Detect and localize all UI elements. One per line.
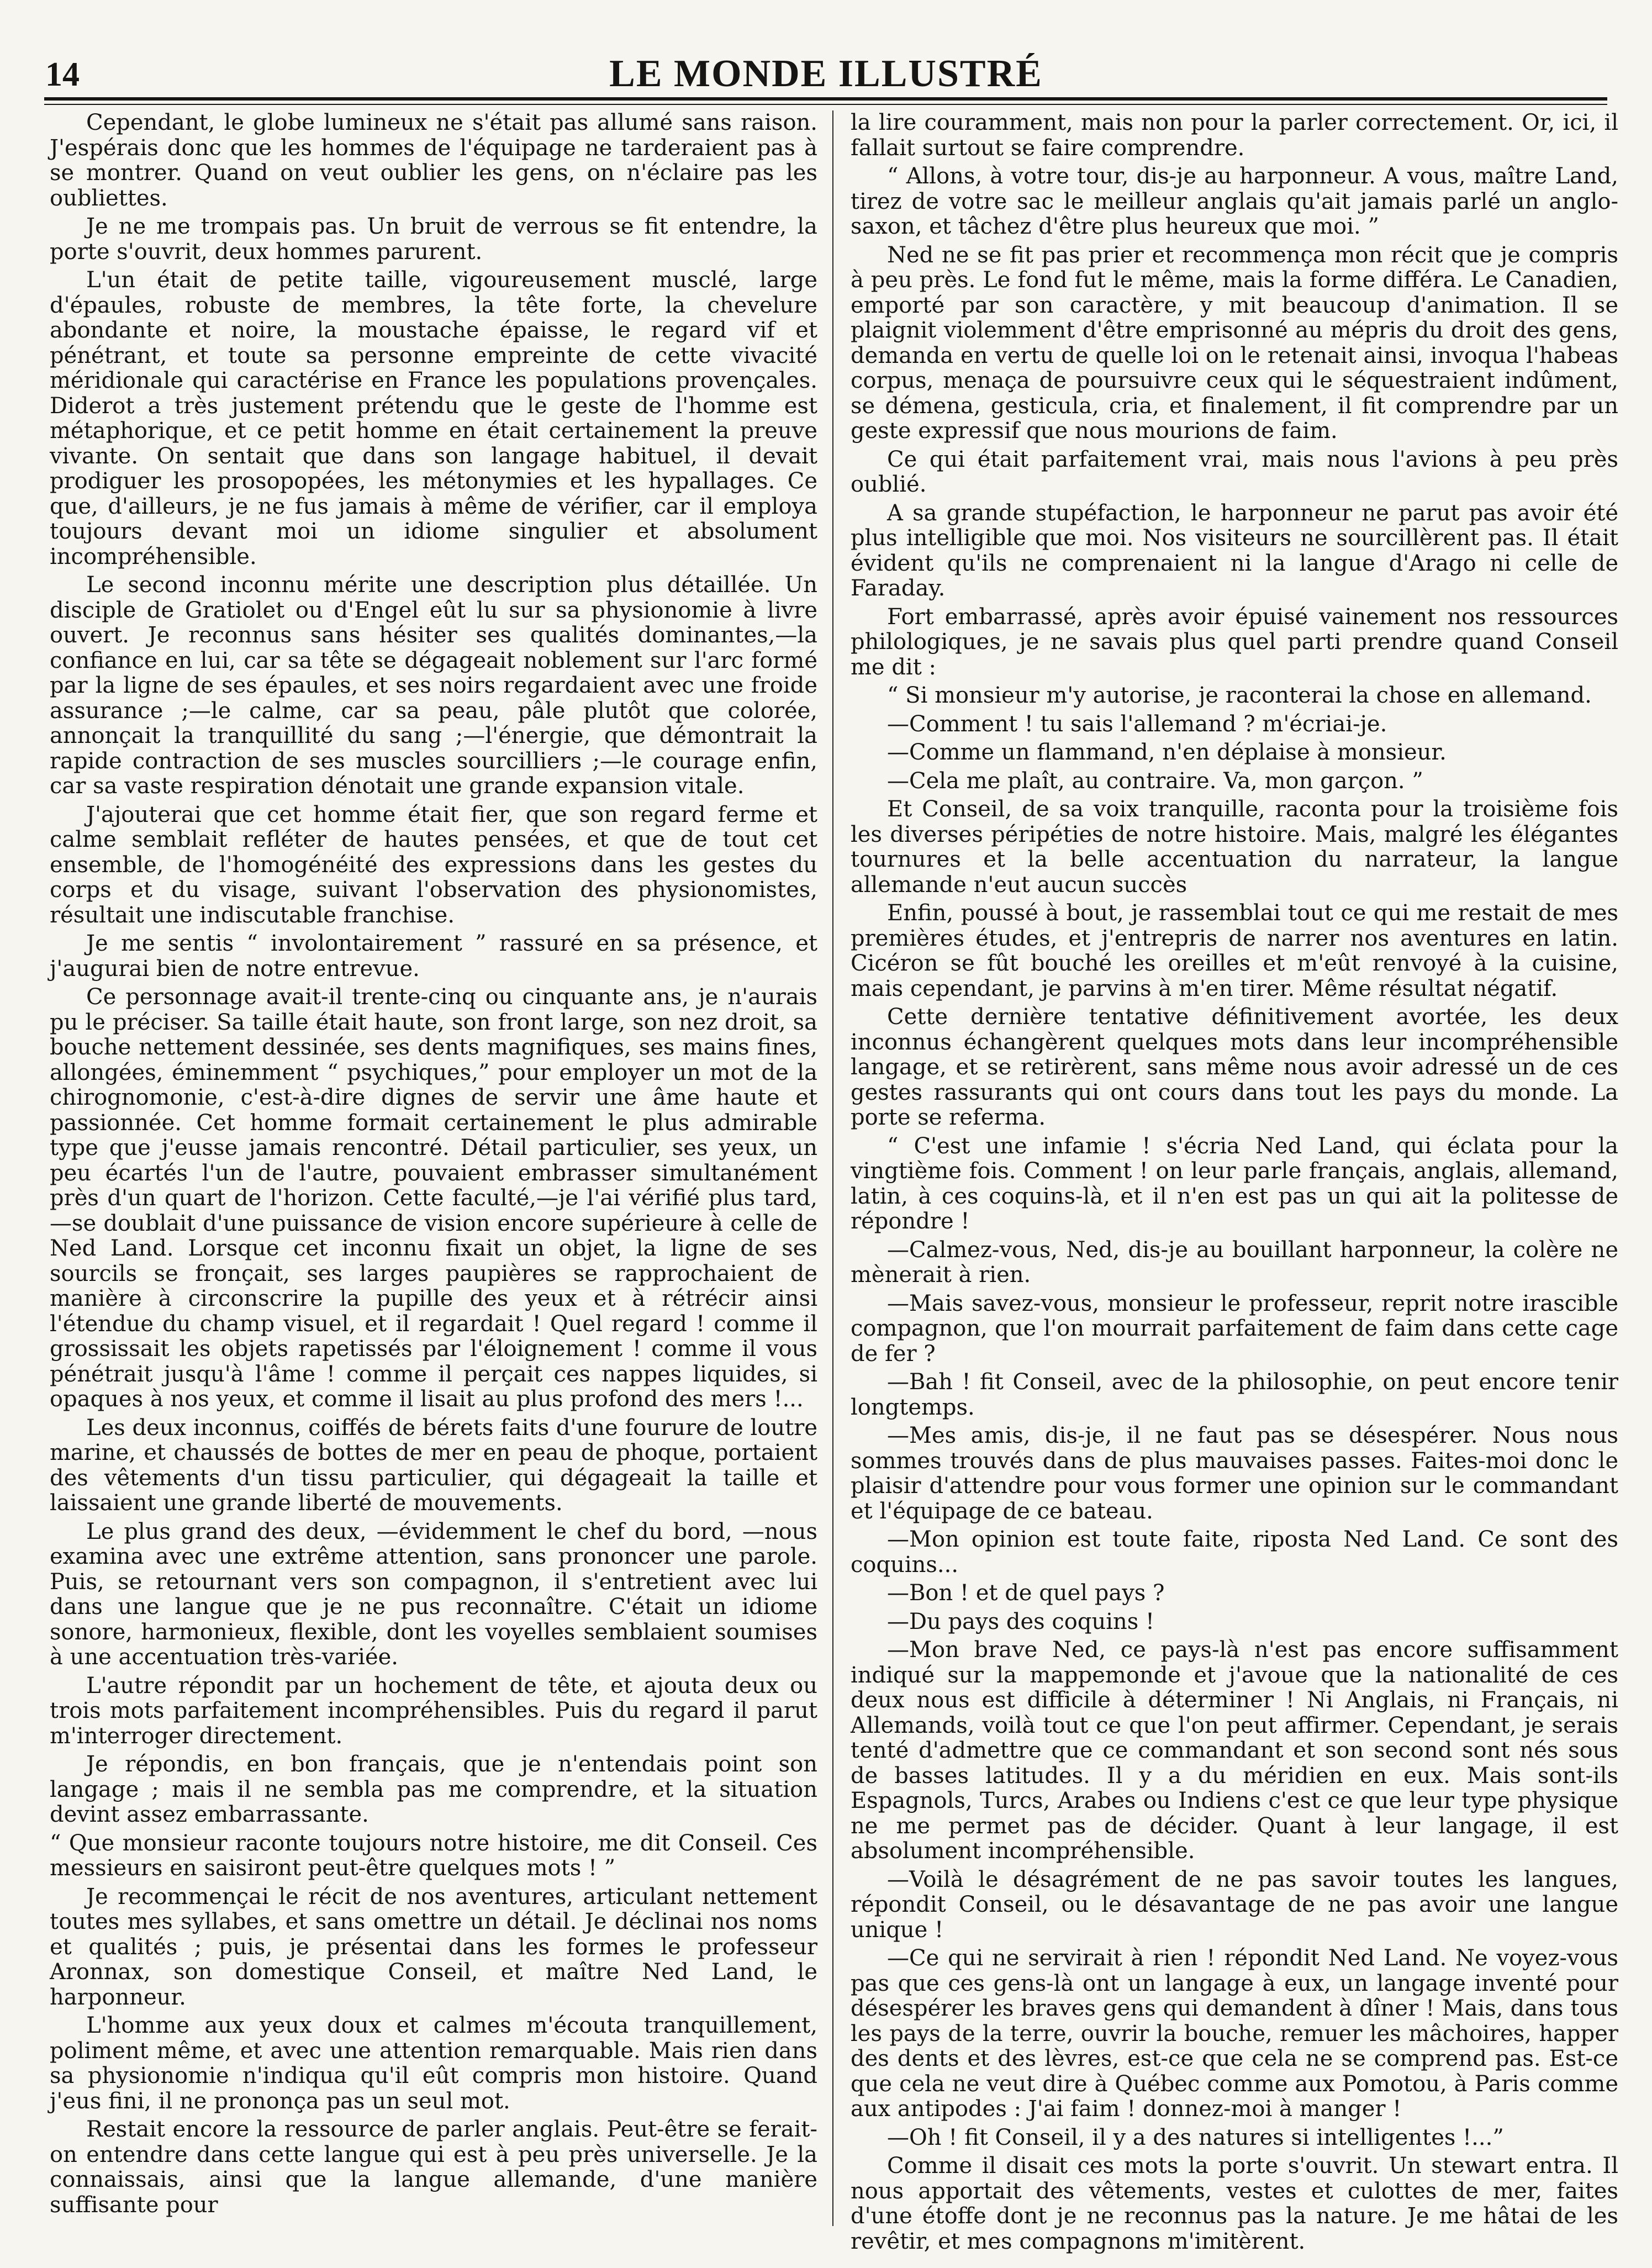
paragraph: Le second inconnu mérite une description plus détaillée. Un disciple de Gratiolet ou d'Engel eût lu sur sa physionomie à livre ouvert. Je reconnus sans hésiter ses qualités dominantes,—la confiance en lui, car sa tête se dégageait noblement sur l'arc formé par la ligne de ses épaules, et ses noirs regardaient avec une froide assurance ;—le calme, car sa peau, pâle plutôt que colorée, annonçait la tranquillité du sang ;—l'énergie, que démontrait la rapide contraction de ses muscles sourcilliers ;—le courage enfin, car sa vaste respiration dénotait une grande expansion vitale. [50, 572, 817, 799]
paragraph: Le plus grand des deux, —évidemment le chef du bord, —nous examina avec une extrême attention, sans prononcer une parole. Puis, se retournant vers son compagnon, il s'entretient avec lui dans une langue que je ne pus reconnaître. C'était un idiome sonore, harmonieux, flexible, dont les voyelles semblaient soumises à une accentuation très-variée. [50, 1518, 817, 1670]
paragraph: —Mais savez-vous, monsieur le professeur, reprit notre irascible compagnon, que l'on mourrait parfaitement de faim dans cette cage de fer ? [851, 1290, 1618, 1367]
paragraph: Je me sentis “ involontairement ” rassuré en sa présence, et j'augurai bien de notre entrevue. [50, 931, 817, 982]
left-text-column [50, 110, 817, 2232]
paragraph: —Comment ! tu sais l'allemand ? m'écriai-je. [887, 711, 1387, 737]
paragraph: —Cela me plaît, au contraire. Va, mon garçon. ” [887, 768, 1423, 794]
paragraph: “ Si monsieur m'y autorise, je raconterai la chose en allemand. [887, 683, 1592, 708]
paragraph: Comme il disait ces mots la porte s'ouvrit. Un stewart entra. Il nous apportait des vêtements, vestes et culottes de mer, faites d'une étoffe dont je ne reconnus pas la nature. Je me hâtai de les revêtir, et mes compagnons m'imitèrent. [851, 2153, 1618, 2254]
paragraph: —Mes amis, dis-je, il ne faut pas se désespérer. Nous nous sommes trouvés dans de plus mauvaises passes. Faites-moi donc le plaisir d'attendre pour vous former une opinion sur le commandant et l'équipage de ce bateau. [851, 1423, 1618, 1524]
paragraph: Les deux inconnus, coiffés de bérets faits d'une fourure de loutre marine, et chaussés de bottes de mer en peau de phoque, portaient des vêtements d'un tissu particulier, qui dégageait la taille et laissaient une grande liberté de mouvements. [50, 1415, 817, 1516]
paragraph: —Ce qui ne servirait à rien ! répondit Ned Land. Ne voyez-vous pas que ces gens-là ont un langage à eux, un langage inventé pour désespérer les braves gens qui demandent à dîner ! Mais, dans tous les pays de la terre, ouvrir la bouche, remuer les mâchoires, happer des dents et des lèvres, est-ce que cela ne se comprend pas. Est-ce que cela ne veut dire à Québec comme aux Pomotou, à Paris comme aux antipodes : J'ai faim ! donnez-moi à manger ! [851, 1945, 1618, 2122]
paragraph: —Bah ! fit Conseil, avec de la philosophie, on peut encore tenir longtemps. [851, 1369, 1618, 1420]
column-divider [832, 110, 833, 2226]
paragraph: —Comme un flammand, n'en déplaise à monsieur. [887, 740, 1447, 765]
page-number: 14 [45, 56, 80, 93]
paragraph: Cependant, le globe lumineux ne s'était pas allumé sans raison. J'espérais donc que les hommes de l'équipage ne tarderaient pas à se montrer. Quand on veut oublier les gens, on n'éclaire pas les oubliettes. [50, 110, 817, 211]
paragraph: Cette dernière tentative définitivement avortée, les deux inconnus échangèrent quelques mots dans leur incompréhensible langage, et se retirèrent, sans même nous avoir adressé un de ces gestes rassurants qui ont cours dans tout les pays du monde. La porte se referma. [851, 1004, 1618, 1130]
paragraph: Ce personnage avait-il trente-cinq ou cinquante ans, je n'aurais pu le préciser. Sa taille était haute, son front large, son nez droit, sa bouche nettement dessinée, ses dents magnifiques, ses mains fines, allongées, éminemment “ psychiques,” pour employer un mot de la chirognomonie, c'est-à-dire dignes de servir une âme haute et passionnée. Cet homme formait certainement le plus admirable type que j'eusse jamais rencontré. Détail particulier, ses yeux, un peu écartés l'un de l'autre, pouvaient embrasser simultanément près d'un quart de l'horizon. Cette faculté,—je l'ai vérifié plus tard,—se doublait d'une puissance de vision encore supérieure à celle de Ned Land. Lorsque cet inconnu fixait un objet, la ligne de ses sourcils se fronçait, ses larges paupières se rapprochaient de manière à circonscrire la pupille des yeux et à rétrécir ainsi l'étendue du champ visuel, et il regardait ! Quel regard ! comme il grossissait les objets rapetissés par l'éloignement ! comme il vous pénétrait jusqu'à l'âme ! comme il perçait ces nappes liquides, si opaques à nos yeux, et comme il lisait au plus profond des mers !... [50, 984, 817, 1412]
paragraph: Je ne me trompais pas. Un bruit de verrous se fit entendre, la porte s'ouvrit, deux hommes parurent. [50, 214, 817, 265]
paragraph: Je recommençai le récit de nos aventures, articulant nettement toutes mes syllabes, et sans omettre un détail. Je déclinai nos noms et qualités ; puis, je présentai dans les formes le professeur Aronnax, son domestique Conseil, et maître Ned Land, le harponneur. [50, 1884, 817, 2010]
paragraph: A sa grande stupéfaction, le harponneur ne parut pas avoir été plus intelligible que moi. Nos visiteurs ne sourcillèrent pas. Il était évident qu'ils ne comprenaient ni la langue d'Arago ni celle de Faraday. [851, 500, 1618, 601]
paragraph: —Du pays des coquins ! [887, 1608, 1155, 1634]
paragraph: “ Que monsieur raconte toujours notre histoire, me dit Conseil. Ces messieurs en saisiront peut-être quelques mots ! ” [50, 1830, 817, 1881]
paragraph: Fort embarrassé, après avoir épuisé vainement nos ressources philologiques, je ne savais plus quel parti prendre quand Conseil me dit : [851, 604, 1618, 680]
right-text-column [851, 110, 1618, 2254]
header-rule [44, 97, 1607, 101]
paragraph: —Oh ! fit Conseil, il y a des natures si intelligentes !...” [887, 2124, 1504, 2150]
paragraph: Et Conseil, de sa voix tranquille, raconta pour la troisième fois les diverses péripéties de notre histoire. Mais, malgré les élégantes tournures et la belle accentuation du narrateur, la langue allemande n'eut aucun succès [851, 797, 1618, 898]
paragraph: —Bon ! et de quel pays ? [887, 1580, 1165, 1606]
paragraph: “ C'est une infamie ! s'écria Ned Land, qui éclata pour la vingtième fois. Comment ! on leur parle français, anglais, allemand, latin, à ces coquins-là, et il n'en est pas un qui ait la politesse de répondre ! [851, 1133, 1618, 1234]
paragraph: Ce qui était parfaitement vrai, mais nous l'avions à peu près oublié. [851, 446, 1618, 497]
header-rule-thin [44, 104, 1607, 105]
paragraph: Je répondis, en bon français, que je n'entendais point son langage ; mais il ne sembla pas me comprendre, et la situation devint assez embarrassante. [50, 1752, 817, 1827]
paragraph: —Voilà le désagrément de ne pas savoir toutes les langues, répondit Conseil, ou le désavantage de ne pas avoir une langue unique ! [851, 1866, 1618, 1943]
paragraph: Enfin, poussé à bout, je rassemblai tout ce qui me restait de mes premières études, et j'entrepris de narrer nos aventures en latin. Cicéron se fût bouché les oreilles et m'eût renvoyé à la cuisine, mais cependant, je parvins à m'en tirer. Même résultat négatif. [851, 900, 1618, 1001]
paragraph: —Mon brave Ned, ce pays-là n'est pas encore suffisamment indiqué sur la mappemonde et j'avoue que la nationalité de ces deux nous est difficile à déterminer ! Ni Anglais, ni Français, ni Allemands, voilà tout ce que l'on peut affirmer. Cependant, je serais tenté d'admettre que ce commandant et son second sont nés sous de basses latitudes. Il y a du méridien en eux. Mais sont-ils Espagnols, Turcs, Arabes ou Indiens c'est ce que leur type physique ne me permet pas de décider. Quant à leur langage, il est absolument incompréhensible. [851, 1637, 1618, 1864]
paragraph: L'autre répondit par un hochement de tête, et ajouta deux ou trois mots parfaitement incompréhensibles. Puis du regard il parut m'interroger directement. [50, 1673, 817, 1749]
paragraph: Restait encore la ressource de parler anglais. Peut-être se ferait-on entendre dans cette langue qui est à peu près universelle. Je la connaissais, ainsi que la langue allemande, d'une manière suffisante pour [50, 2117, 817, 2218]
paragraph: —Calmez-vous, Ned, dis-je au bouillant harponneur, la colère ne mènerait à rien. [851, 1237, 1618, 1288]
paragraph: Ned ne se fit pas prier et recommença mon récit que je compris à peu près. Le fond fut le même, mais la forme différa. Le Canadien, emporté par son caractère, y mit beaucoup d'animation. Il se plaignit violemment d'être emprisonné au mépris du droit des gens, demanda en vertu de quelle loi on le retenait ainsi, invoqua l'habeas corpus, menaça de poursuivre ceux qui le séquestraient indûment, se démena, gesticula, cria, et finalement, il fit comprendre par un geste expressif que nous mourions de faim. [851, 242, 1618, 444]
paragraph: “ Allons, à votre tour, dis-je au harponneur. A vous, maître Land, tirez de votre sac le meilleur anglais qu'ait jamais parlé un anglo-saxon, et tâchez d'être plus heureux que moi. ” [851, 163, 1618, 239]
paragraph: L'homme aux yeux doux et calmes m'écouta tranquillement, poliment même, et avec une attention remarquable. Mais rien dans sa physionomie n'indiqua qu'il eût compris mon histoire. Quand j'eus fini, il ne prononça pas un seul mot. [50, 2013, 817, 2114]
paragraph: J'ajouterai que cet homme était fier, que son regard ferme et calme semblait refléter de hautes pensées, et que de tout cet ensemble, de l'homogénéité des expressions dans les gestes du corps et du visage, suivant l'observation des physionomistes, résultait une indiscutable franchise. [50, 801, 817, 928]
publication-title: LE MONDE ILLUSTRÉ [609, 52, 1043, 95]
paragraph: L'un était de petite taille, vigoureusement musclé, large d'épaules, robuste de membres, la tête forte, la chevelure abondante et noire, la moustache épaisse, le regard vif et pénétrant, et toute sa personne empreinte de cette vivacité méridionale qui caractérise en France les populations provençales. Diderot a très justement prétendu que le geste de l'homme est métaphorique, et ce petit homme en était certainement la preuve vivante. On sentait que dans son langage habituel, il devait prodiguer les prosopopées, les métonymies et les hypallages. Ce que, d'ailleurs, je ne fus jamais à même de vérifier, car il employa toujours devant moi un idiome singulier et absolument incompréhensible. [50, 267, 817, 569]
paragraph: —Mon opinion est toute faite, riposta Ned Land. Ce sont des coquins... [851, 1527, 1618, 1578]
paragraph: la lire couramment, mais non pour la parler correctement. Or, ici, il fallait surtout se faire comprendre. [851, 110, 1618, 161]
